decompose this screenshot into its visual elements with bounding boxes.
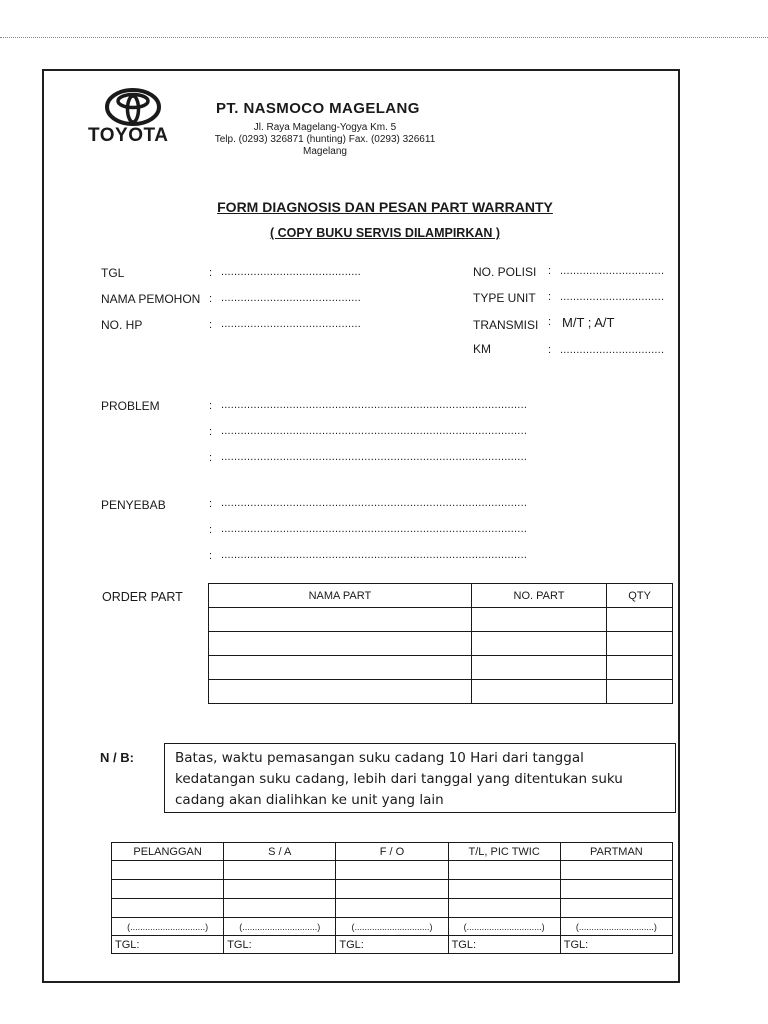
sig-name-placeholder[interactable]: (..............................) [112,918,224,936]
sig-col-pelanggan: PELANGGAN [112,843,224,861]
nama-pemohon-field[interactable]: ........................................... [221,292,362,304]
type-unit-field[interactable]: ................................ [560,291,665,303]
signature-cell[interactable] [560,861,672,880]
type-unit-colon: : [548,291,552,303]
company-phone-fax: Telp. (0293) 326871 (hunting) Fax. (0293) 326611 [214,134,436,145]
signature-cell[interactable] [224,899,336,918]
km-field[interactable]: ................................ [560,344,665,356]
company-name: PT. NASMOCO MAGELANG [216,100,420,117]
no-polisi-field[interactable]: ................................ [560,265,665,277]
transmisi-options[interactable]: M/T ; A/T [562,315,615,330]
signature-cell[interactable] [224,861,336,880]
sig-col-partman: PARTMAN [560,843,672,861]
signature-cell[interactable] [224,880,336,899]
table-row [209,632,673,656]
nama-pemohon-colon: : [209,293,213,305]
table-cell[interactable] [209,608,472,632]
sig-name-placeholder[interactable]: (..............................) [336,918,448,936]
signature-cell[interactable] [448,861,560,880]
penyebab-line-2[interactable]: .............................................................................................. [221,523,528,535]
table-cell[interactable] [471,632,606,656]
problem-colon-3: : [209,452,213,464]
signature-cell[interactable] [448,880,560,899]
signature-cell[interactable] [112,861,224,880]
sig-date-label[interactable]: TGL: [336,936,448,954]
type-unit-label: TYPE UNIT [473,291,536,305]
note-label: N / B: [100,750,134,765]
col-qty: QTY [607,584,673,608]
problem-colon-1: : [209,400,213,412]
company-city: Magelang [303,146,347,157]
table-cell[interactable] [471,656,606,680]
penyebab-colon-2: : [209,524,213,536]
problem-colon-2: : [209,426,213,438]
table-cell[interactable] [607,680,673,704]
col-nama-part: NAMA PART [209,584,472,608]
problem-line-1[interactable]: .............................................................................................. [221,399,528,411]
signature-cell[interactable] [336,861,448,880]
table-row [112,899,673,918]
order-part-label: ORDER PART [102,590,183,604]
table-row [112,861,673,880]
sig-date-label[interactable]: TGL: [448,936,560,954]
problem-label: PROBLEM [101,399,160,413]
problem-line-3[interactable]: .............................................................................................. [221,451,528,463]
table-cell[interactable] [209,632,472,656]
table-row [112,936,673,954]
table-cell[interactable] [209,656,472,680]
tgl-colon: : [209,267,213,279]
page-top-dotted-rule [0,37,768,38]
penyebab-line-3[interactable]: .............................................................................................. [221,549,528,561]
signature-cell[interactable] [336,899,448,918]
no-hp-field[interactable]: ........................................... [221,318,362,330]
penyebab-colon-1: : [209,498,213,510]
table-cell[interactable] [607,608,673,632]
table-cell[interactable] [471,680,606,704]
note-box: Batas, waktu pemasangan suku cadang 10 Hari dari tanggal kedatangan suku cadang, lebih dari tanggal yang ditentukan suku cadang akan dialihkan ke unit yang lain [164,743,676,813]
company-address: Jl. Raya Magelang-Yogya Km. 5 [253,122,397,133]
table-row [209,680,673,704]
nama-pemohon-label: NAMA PEMOHON [101,292,201,306]
table-cell[interactable] [607,656,673,680]
sig-date-label[interactable]: TGL: [112,936,224,954]
toyota-logo-text: TOYOTA [88,125,169,146]
sig-date-label[interactable]: TGL: [224,936,336,954]
penyebab-line-1[interactable]: .............................................................................................. [221,497,528,509]
no-polisi-label: NO. POLISI [473,265,537,279]
sig-col-sa: S / A [224,843,336,861]
table-row [112,918,673,936]
km-label: KM [473,342,491,356]
sig-name-placeholder[interactable]: (..............................) [224,918,336,936]
signature-cell[interactable] [448,899,560,918]
penyebab-colon-3: : [209,550,213,562]
signature-cell[interactable] [560,880,672,899]
table-cell[interactable] [607,632,673,656]
sig-date-label[interactable]: TGL: [560,936,672,954]
tgl-label: TGL [101,266,125,280]
no-polisi-colon: : [548,265,552,277]
form-title: FORM DIAGNOSIS DAN PESAN PART WARRANTY [217,199,553,215]
no-hp-colon: : [209,319,213,331]
form-subtitle: ( COPY BUKU SERVIS DILAMPIRKAN ) [269,226,501,240]
col-no-part: NO. PART [471,584,606,608]
km-colon: : [548,344,552,356]
signature-table [111,842,673,954]
signature-cell[interactable] [336,880,448,899]
table-row [209,608,673,632]
table-row [209,656,673,680]
table-cell[interactable] [471,608,606,632]
transmisi-colon: : [548,316,552,328]
penyebab-label: PENYEBAB [101,498,166,512]
sig-col-tl-pic-twic: T/L, PIC TWIC [448,843,560,861]
toyota-logo-icon [104,88,162,126]
signature-cell[interactable] [560,899,672,918]
signature-cell[interactable] [112,880,224,899]
tgl-field[interactable]: ........................................... [221,266,362,278]
sig-name-placeholder[interactable]: (..............................) [560,918,672,936]
sig-name-placeholder[interactable]: (..............................) [448,918,560,936]
signature-cell[interactable] [112,899,224,918]
transmisi-label: TRANSMISI [473,318,539,332]
no-hp-label: NO. HP [101,318,143,332]
table-row [112,880,673,899]
order-part-table [208,583,673,704]
problem-line-2[interactable]: .............................................................................................. [221,425,528,437]
table-cell[interactable] [209,680,472,704]
sig-col-fo: F / O [336,843,448,861]
